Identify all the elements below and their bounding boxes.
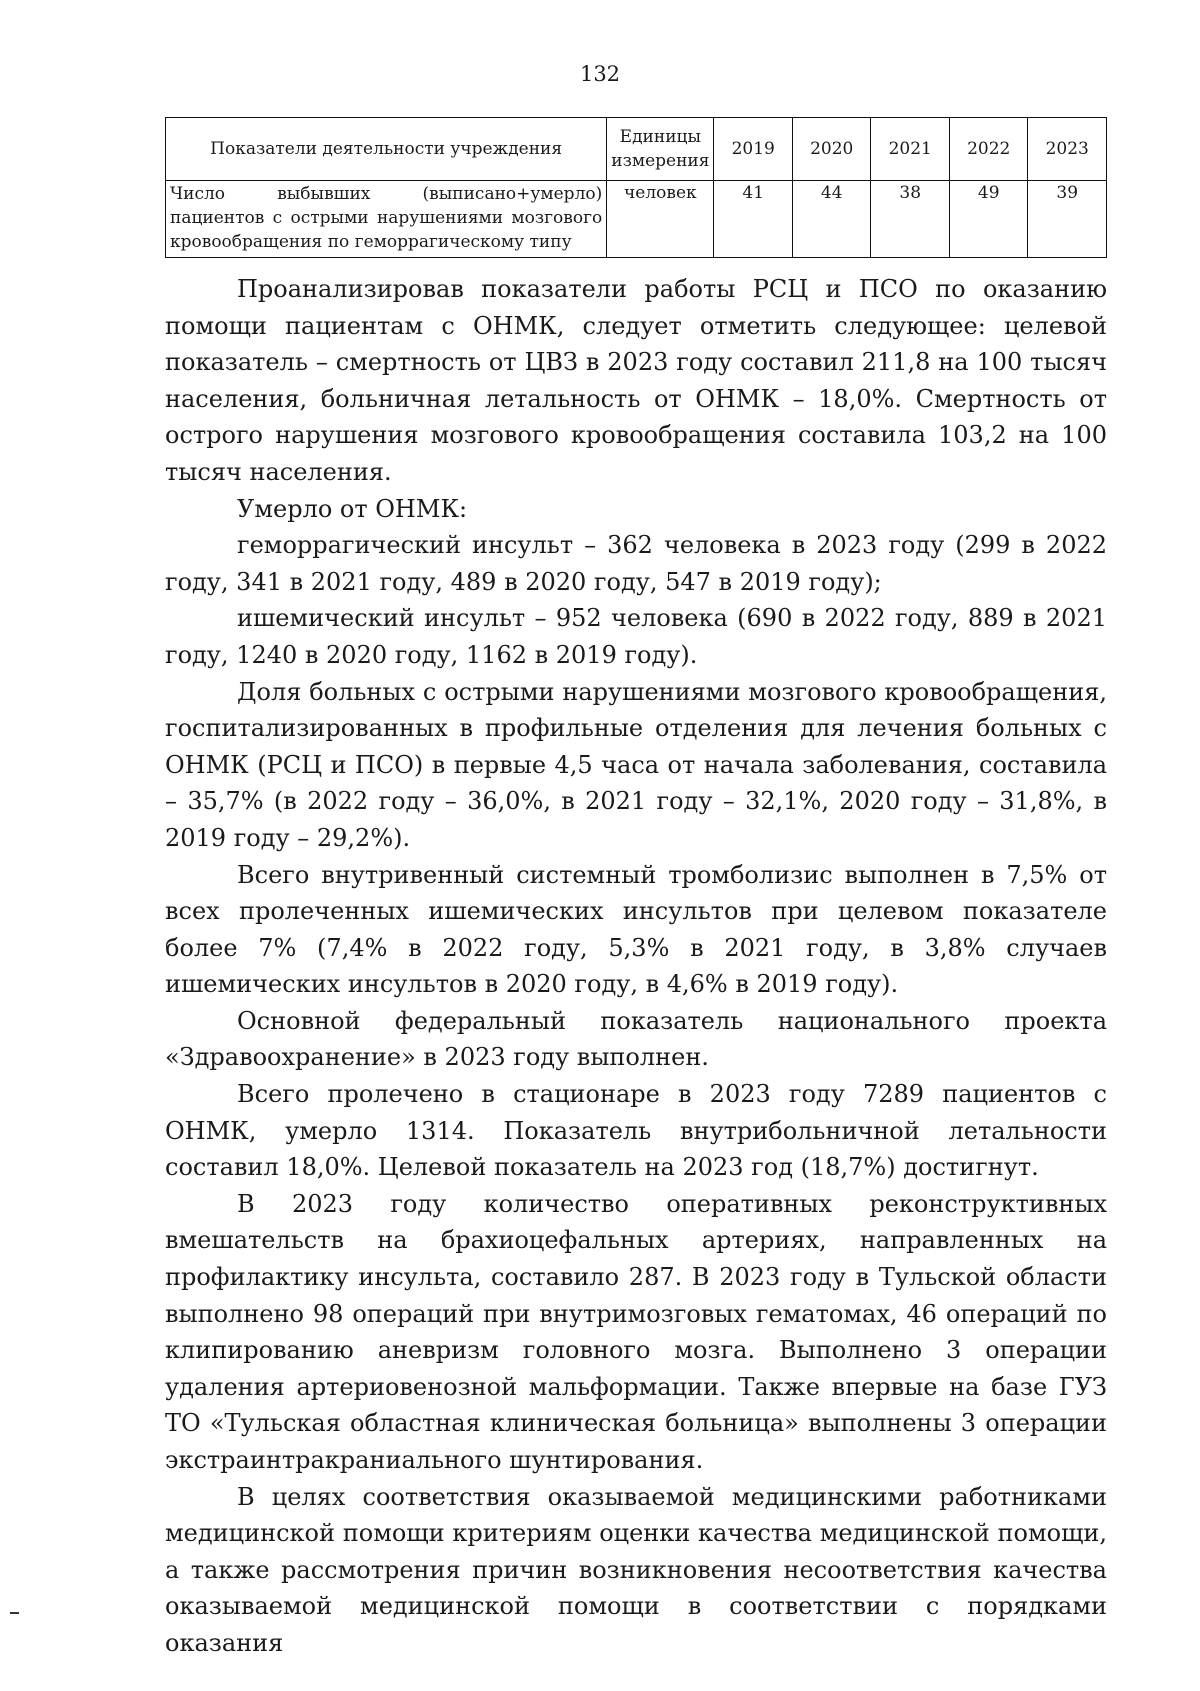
body-text xyxy=(165,271,1107,1662)
indicators-table xyxy=(165,117,1107,258)
indicator-name: Число выбывших (выписано+умерло) пациентов с острыми нарушениями мозгового кровообращения по геморрагическому типу xyxy=(166,181,607,258)
paragraph-treated-total: Всего пролечено в стационаре в 2023 году 7289 пациентов с ОНМК, умерло 1314. Показатель внутрибольничной летальности составил 18,0%. Целевой показатель на 2023 год (18,7%) достигнут. xyxy=(165,1080,1107,1182)
paragraph-hospitalization-share: Доля больных с острыми нарушениями мозгового кровообращения, госпитализированных в профильные отделения для лечения больных с ОНМК (РСЦ и ПСО) в первые 4,5 часа от начала заболевания, составила – 35,7% (в 2022 году – 36,0%, в 2021 году – 32,1%, 2020 году – 31,8%, в 2019 году – 29,2%). xyxy=(165,677,1107,852)
header-year-2020: 2020 xyxy=(792,118,871,181)
value-2023: 39 xyxy=(1028,181,1107,258)
paragraph-hemorrhagic-stroke: геморрагический инсульт – 362 человека в 2023 году (299 в 2022 году, 341 в 2021 году, 489 в 2020 году, 547 в 2019 году); xyxy=(165,531,1107,596)
paragraph-ischemic-stroke: ишемический инсульт – 952 человека (690 в 2022 году, 889 в 2021 году, 1240 в 2020 году, 1162 в 2019 году). xyxy=(165,604,1107,669)
unit-value: человек xyxy=(607,181,714,258)
value-2020: 44 xyxy=(792,181,871,258)
header-indicator: Показатели деятельности учреждения xyxy=(166,118,607,181)
page-number: 132 xyxy=(579,62,621,86)
header-year-2021: 2021 xyxy=(871,118,950,181)
value-2019: 41 xyxy=(714,181,793,258)
paragraph-analysis: Проанализировав показатели работы РСЦ и ПСО по оказанию помощи пациентам с ОНМК, следует отметить следующее: целевой показатель – смертность от ЦВЗ в 2023 году составил 211,8 на 100 тысяч населения, больничная летальность от ОНМК – 18,0%. Смертность от острого нарушения мозгового кровообращения составила 103,2 на 100 тысяч населения. xyxy=(165,275,1107,486)
header-year-2019: 2019 xyxy=(714,118,793,181)
paragraph-quality-control: В целях соответствия оказываемой медицинскими работниками медицинской помощи критериям оценки качества медицинской помощи, а также рассмотрения причин возникновения несоответствия качества оказываемой медицинской помощи в соответствии с порядками оказания xyxy=(165,1482,1107,1657)
header-year-2022: 2022 xyxy=(949,118,1028,181)
header-year-2023: 2023 xyxy=(1028,118,1107,181)
paragraph-deaths-heading: Умерло от ОНМК: xyxy=(237,494,468,523)
paragraph-federal-indicator: Основной федеральный показатель национального проекта «Здравоохранение» в 2023 году выполнен. xyxy=(165,1006,1107,1072)
paragraph-surgeries: В 2023 году количество оперативных реконструктивных вмешательств на брахиоцефальных артериях, направленных на профилактику инсульта, составило 287. В 2023 году в Тульской области выполнено 98 операций при внутримозговых гематомах, 46 операций по клипированию аневризм головного мозга. Выполнено 3 операции удаления артериовенозной мальформации. Также впервые на базе ГУЗ ТО «Тульская областная клиническая больница» выполнены 3 операции экстраинтракраниального шунтирования. xyxy=(165,1189,1107,1474)
value-2022: 49 xyxy=(949,181,1028,258)
table-row xyxy=(166,181,1107,258)
header-unit: Единицы измерения xyxy=(607,118,714,181)
paragraph-thrombolysis: Всего внутривенный системный тромболизис выполнен в 7,5% от всех пролеченных ишемических инсультов при целевом показателе более 7% (7,4% в 2022 году, 5,3% в 2021 году, в 3,8% случаев ишемических инсультов в 2020 году, в 4,6% в 2019 году). xyxy=(165,860,1107,999)
margin-dash xyxy=(10,1612,19,1614)
value-2021: 38 xyxy=(871,181,950,258)
table-header-row xyxy=(166,118,1107,181)
